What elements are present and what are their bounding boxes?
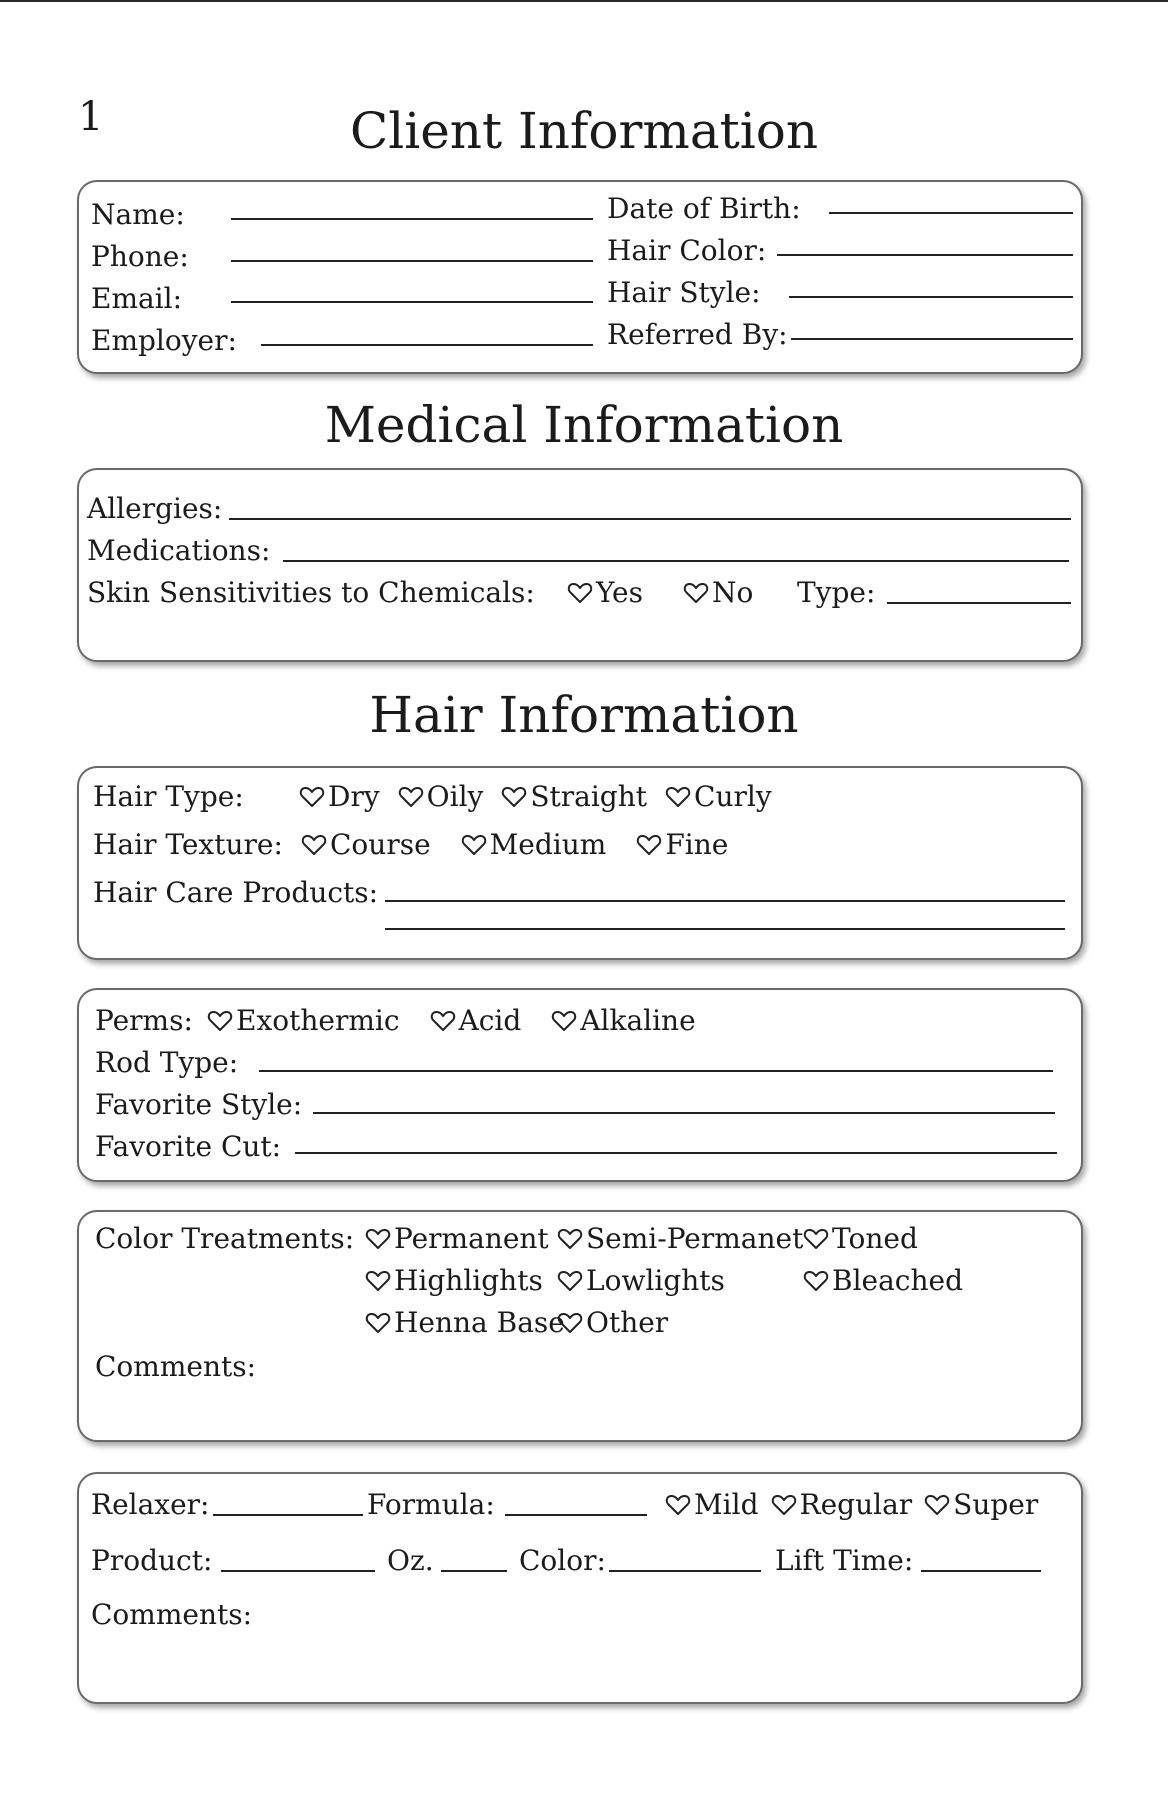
relaxer-strength-mild-option[interactable] bbox=[665, 1488, 759, 1521]
favorite-style-label: Favorite Style: bbox=[95, 1088, 303, 1121]
oz-row bbox=[387, 1544, 434, 1577]
heart-checkbox-icon[interactable] bbox=[398, 785, 424, 809]
dob-label: Date of Birth: bbox=[607, 192, 801, 225]
employer-row bbox=[91, 324, 237, 357]
color-highlights-option[interactable] bbox=[365, 1264, 543, 1297]
color-option-cell bbox=[365, 1306, 565, 1339]
color-permanent-label: Permanent bbox=[394, 1222, 549, 1255]
phone-field[interactable] bbox=[231, 258, 593, 262]
relaxer-field[interactable] bbox=[213, 1512, 363, 1516]
dob-field[interactable] bbox=[829, 210, 1073, 214]
relaxer-box bbox=[77, 1472, 1083, 1704]
hair-color-field[interactable] bbox=[777, 252, 1073, 256]
heart-checkbox-icon[interactable] bbox=[430, 1009, 456, 1033]
skin-no-label: No bbox=[712, 576, 754, 609]
heart-checkbox-icon[interactable] bbox=[803, 1227, 829, 1251]
referred-by-label: Referred By: bbox=[607, 318, 788, 351]
formula-label: Formula: bbox=[367, 1488, 495, 1521]
heart-checkbox-icon[interactable] bbox=[665, 1493, 691, 1517]
hair-care-products-field-2[interactable] bbox=[385, 926, 1065, 930]
color-permanent-option[interactable] bbox=[365, 1222, 549, 1255]
perm-alkaline-option[interactable] bbox=[551, 1004, 695, 1037]
favorite-cut-field[interactable] bbox=[295, 1150, 1057, 1154]
email-label: Email: bbox=[91, 282, 183, 315]
employer-label: Employer: bbox=[91, 324, 237, 357]
perm-acid-label: Acid bbox=[458, 1004, 522, 1037]
dob-row bbox=[607, 192, 801, 225]
color-other-label: Other bbox=[586, 1306, 669, 1339]
heart-checkbox-icon[interactable] bbox=[771, 1493, 797, 1517]
color-treatments-box bbox=[77, 1210, 1083, 1442]
skin-no-option[interactable] bbox=[683, 576, 753, 609]
favorite-cut-label: Favorite Cut: bbox=[95, 1130, 282, 1163]
email-row bbox=[91, 282, 182, 315]
relaxer-row bbox=[91, 1488, 209, 1521]
medical-information-box bbox=[77, 468, 1083, 662]
page-number: 1 bbox=[78, 94, 104, 140]
hair-type-row bbox=[93, 780, 244, 813]
heart-checkbox-icon[interactable] bbox=[924, 1493, 950, 1517]
phone-row bbox=[91, 240, 189, 273]
hair-type-straight-label: Straight bbox=[530, 780, 648, 813]
color-option-cell bbox=[365, 1222, 549, 1255]
type-row bbox=[797, 576, 875, 609]
hair-type-straight-option[interactable] bbox=[501, 780, 647, 813]
hair-type-options bbox=[299, 780, 772, 813]
perms-row bbox=[95, 1004, 193, 1037]
favorite-style-row bbox=[95, 1088, 302, 1121]
heart-checkbox-icon[interactable] bbox=[301, 833, 327, 857]
perms-label: Perms: bbox=[95, 1004, 193, 1037]
heart-checkbox-icon[interactable] bbox=[557, 1269, 583, 1293]
color-other-option[interactable] bbox=[557, 1306, 668, 1339]
color-toned-label: Toned bbox=[832, 1222, 918, 1255]
relaxer-strength-super-option[interactable] bbox=[924, 1488, 1038, 1521]
hair-texture-row bbox=[93, 828, 283, 861]
color-lowlights-label: Lowlights bbox=[586, 1264, 725, 1297]
hair-type-curly-label: Curly bbox=[694, 780, 772, 813]
color-semi-permanet-label: Semi-Permanet bbox=[586, 1222, 804, 1255]
hair-texture-options bbox=[301, 828, 728, 861]
rod-type-field[interactable] bbox=[259, 1068, 1053, 1072]
formula-row bbox=[367, 1488, 495, 1521]
hair-type-oily-option[interactable] bbox=[398, 780, 484, 813]
hair-texture-fine-label: Fine bbox=[665, 828, 729, 861]
heart-checkbox-icon[interactable] bbox=[365, 1227, 391, 1251]
employer-field[interactable] bbox=[261, 342, 593, 346]
color-option-cell bbox=[365, 1264, 543, 1297]
perms-box bbox=[77, 988, 1083, 1182]
color-semi-permanet-option[interactable] bbox=[557, 1222, 803, 1255]
skin-yes-option[interactable] bbox=[567, 576, 643, 609]
hair-type-label: Hair Type: bbox=[93, 780, 244, 813]
perms-options bbox=[207, 1004, 696, 1037]
medications-label: Medications: bbox=[87, 534, 271, 567]
name-label: Name: bbox=[91, 198, 185, 231]
heart-checkbox-icon[interactable] bbox=[557, 1311, 583, 1335]
heart-checkbox-icon[interactable] bbox=[299, 785, 325, 809]
hair-color-label: Hair Color: bbox=[607, 234, 767, 267]
relaxer-strength-options bbox=[665, 1488, 1038, 1521]
heart-checkbox-icon[interactable] bbox=[683, 581, 709, 605]
heart-checkbox-icon[interactable] bbox=[567, 581, 593, 605]
color-comments-row bbox=[95, 1350, 256, 1383]
hair-style-label: Hair Style: bbox=[607, 276, 761, 309]
skin-sensitivities-row bbox=[87, 576, 535, 609]
type-field[interactable] bbox=[887, 600, 1071, 604]
heart-checkbox-icon[interactable] bbox=[551, 1009, 577, 1033]
relaxer-comments-row bbox=[91, 1598, 252, 1631]
relaxer-strength-regular-option[interactable] bbox=[771, 1488, 913, 1521]
color-option-cell bbox=[803, 1222, 918, 1255]
perm-acid-option[interactable] bbox=[430, 1004, 522, 1037]
hair-type-dry-option[interactable] bbox=[299, 780, 380, 813]
hair-information-title: Hair Information bbox=[369, 686, 799, 744]
color-toned-option[interactable] bbox=[803, 1222, 918, 1255]
favorite-cut-row bbox=[95, 1130, 281, 1163]
hair-type-oily-label: Oily bbox=[426, 780, 484, 813]
medical-information-title: Medical Information bbox=[324, 396, 844, 454]
product-label: Product: bbox=[91, 1544, 213, 1577]
color-lowlights-option[interactable] bbox=[557, 1264, 725, 1297]
medications-field[interactable] bbox=[283, 558, 1069, 562]
hair-care-products-row bbox=[93, 876, 378, 909]
formula-field[interactable] bbox=[505, 1512, 647, 1516]
color-comments-label: Comments: bbox=[95, 1350, 257, 1383]
heart-checkbox-icon[interactable] bbox=[365, 1269, 391, 1293]
color-option-cell bbox=[557, 1306, 668, 1339]
hair-style-row bbox=[607, 276, 761, 309]
relaxer-comments-label: Comments: bbox=[91, 1598, 253, 1631]
lift-time-field[interactable] bbox=[921, 1568, 1041, 1572]
product-field[interactable] bbox=[221, 1568, 375, 1572]
relaxer-strength-regular-label: Regular bbox=[799, 1488, 913, 1521]
heart-checkbox-icon[interactable] bbox=[557, 1227, 583, 1251]
allergies-row bbox=[87, 492, 222, 525]
hair-style-field[interactable] bbox=[789, 294, 1073, 298]
relaxer-strength-super-label: Super bbox=[953, 1488, 1039, 1521]
relaxer-strength-mild-label: Mild bbox=[694, 1488, 759, 1521]
oz-field[interactable] bbox=[441, 1568, 507, 1572]
color-option-cell bbox=[557, 1264, 725, 1297]
heart-checkbox-icon[interactable] bbox=[207, 1009, 233, 1033]
name-field[interactable] bbox=[231, 216, 593, 220]
hair-texture-medium-option[interactable] bbox=[461, 828, 607, 861]
heart-checkbox-icon[interactable] bbox=[365, 1311, 391, 1335]
skin-yes-label: Yes bbox=[596, 576, 643, 609]
hair-texture-course-option[interactable] bbox=[301, 828, 431, 861]
color-bleached-option[interactable] bbox=[803, 1264, 963, 1297]
heart-checkbox-icon[interactable] bbox=[636, 833, 662, 857]
skin-sensitivities-label: Skin Sensitivities to Chemicals: bbox=[87, 576, 535, 609]
referred-by-row bbox=[607, 318, 788, 351]
color-option-cell bbox=[803, 1264, 963, 1297]
hair-type-dry-label: Dry bbox=[328, 780, 380, 813]
color-bleached-label: Bleached bbox=[832, 1264, 964, 1297]
favorite-style-field[interactable] bbox=[313, 1110, 1055, 1114]
perm-alkaline-label: Alkaline bbox=[580, 1004, 696, 1037]
name-row bbox=[91, 198, 185, 231]
perm-exothermic-option[interactable] bbox=[207, 1004, 400, 1037]
perm-exothermic-label: Exothermic bbox=[236, 1004, 400, 1037]
relaxer-color-label: Color: bbox=[519, 1544, 606, 1577]
medications-row bbox=[87, 534, 270, 567]
color-henna-base-option[interactable] bbox=[365, 1306, 565, 1339]
hair-care-products-label: Hair Care Products: bbox=[93, 876, 379, 909]
color-treatments-label: Color Treatments: bbox=[95, 1222, 355, 1255]
relaxer-label: Relaxer: bbox=[91, 1488, 210, 1521]
lift-time-label: Lift Time: bbox=[775, 1544, 914, 1577]
color-option-cell bbox=[557, 1222, 803, 1255]
allergies-label: Allergies: bbox=[87, 492, 223, 525]
hair-color-row bbox=[607, 234, 766, 267]
email-field[interactable] bbox=[231, 299, 593, 303]
hair-type-curly-option[interactable] bbox=[665, 780, 772, 813]
hair-texture-label: Hair Texture: bbox=[93, 828, 283, 861]
lift-time-row bbox=[775, 1544, 913, 1577]
color-treatments-row bbox=[95, 1222, 354, 1255]
oz-label: Oz. bbox=[387, 1544, 434, 1577]
heart-checkbox-icon[interactable] bbox=[461, 833, 487, 857]
hair-texture-fine-option[interactable] bbox=[636, 828, 728, 861]
referred-by-field[interactable] bbox=[791, 336, 1073, 340]
hair-texture-course-label: Course bbox=[330, 828, 431, 861]
relaxer-color-row bbox=[519, 1544, 606, 1577]
type-label: Type: bbox=[797, 576, 876, 609]
color-highlights-label: Highlights bbox=[394, 1264, 543, 1297]
phone-label: Phone: bbox=[91, 240, 189, 273]
heart-checkbox-icon[interactable] bbox=[501, 785, 527, 809]
hair-information-box bbox=[77, 766, 1083, 960]
allergies-field[interactable] bbox=[229, 516, 1071, 520]
client-information-box bbox=[77, 180, 1083, 374]
heart-checkbox-icon[interactable] bbox=[665, 785, 691, 809]
color-henna-base-label: Henna Base bbox=[394, 1306, 565, 1339]
product-row bbox=[91, 1544, 212, 1577]
hair-care-products-field[interactable] bbox=[385, 898, 1065, 902]
rod-type-label: Rod Type: bbox=[95, 1046, 239, 1079]
relaxer-color-field[interactable] bbox=[609, 1568, 761, 1572]
heart-checkbox-icon[interactable] bbox=[803, 1269, 829, 1293]
hair-texture-medium-label: Medium bbox=[489, 828, 607, 861]
rod-type-row bbox=[95, 1046, 238, 1079]
client-information-title: Client Information bbox=[349, 102, 819, 160]
